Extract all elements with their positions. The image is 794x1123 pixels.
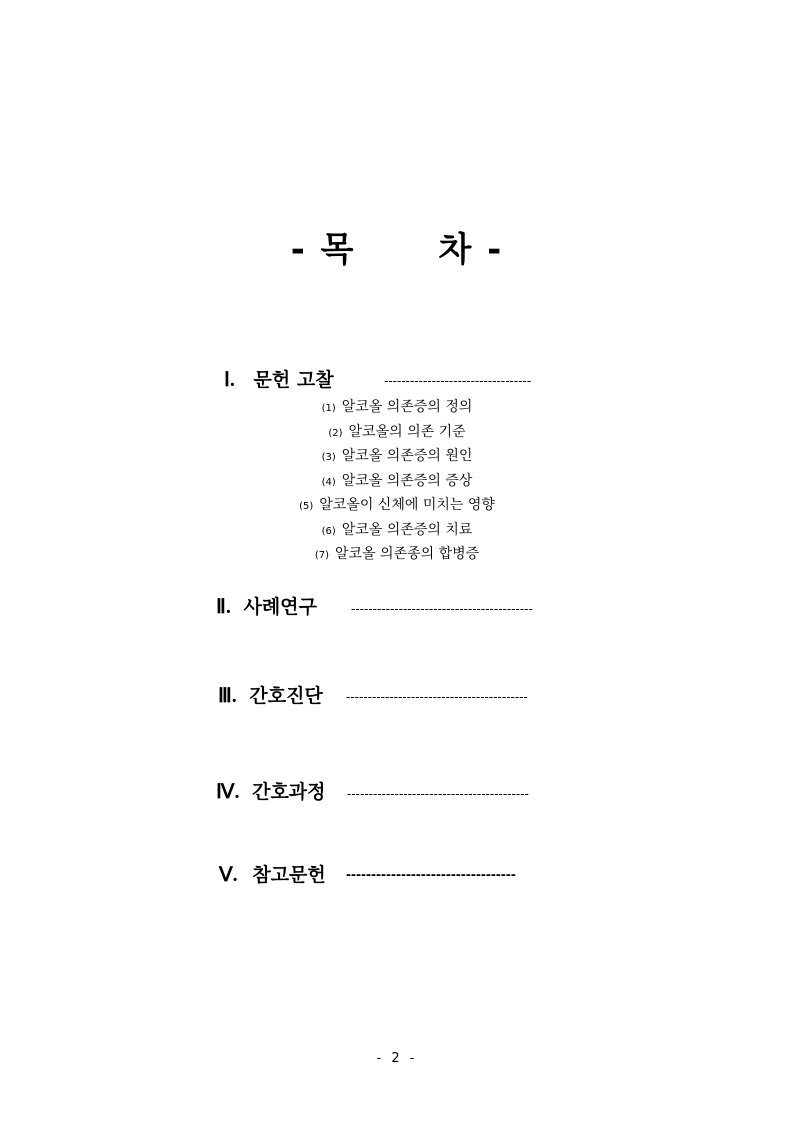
subitem-2-text: 알코올의 의존 기준 (348, 423, 466, 440)
section-2-label: 사례연구 (243, 596, 317, 618)
subitem-2 (0, 421, 794, 446)
section-2-numeral: Ⅱ. (216, 596, 231, 618)
section-1-leader: ---------------------------------- (384, 373, 532, 388)
subitem-3-index: (3) (321, 452, 336, 463)
subitem-7-index: (7) (314, 550, 330, 561)
subitem-1-index: (1) (321, 403, 336, 414)
subitem-4-text: 알코올 의존증의 증상 (341, 472, 473, 489)
section-4-numeral: Ⅳ. (216, 781, 240, 803)
subitem-4-index: (4) (321, 476, 336, 488)
subitem-5-text: 알코올이 신체에 미치는 영향 (319, 497, 495, 513)
subitem-6-index: (6) (321, 525, 336, 537)
toc-section-2 (216, 594, 317, 620)
toc-section-3 (218, 683, 323, 709)
section-2-leader: ------------------------------------------ (351, 601, 533, 616)
page-number: - 2 - (376, 1051, 418, 1066)
subitem-2-index: (2) (328, 427, 343, 439)
subitem-1-text: 알코올 의존증의 정의 (341, 399, 473, 415)
subitem-4 (0, 470, 794, 495)
subitem-5 (0, 494, 794, 519)
section-5-leader: ---------------------------------- (346, 867, 516, 883)
subitem-3 (0, 445, 794, 470)
section-4-leader: ------------------------------------------ (347, 786, 529, 801)
section-3-numeral: Ⅲ. (218, 685, 237, 707)
subitem-3-text: 알코올 의존증의 원인 (341, 448, 473, 464)
subitem-5-index: (5) (299, 501, 314, 512)
section-1-label: 문헌 고찰 (253, 369, 334, 391)
section-3-leader: ------------------------------------------ (346, 689, 528, 704)
page-title: - 목 차 - (290, 230, 504, 270)
toc-section-4 (216, 779, 326, 805)
section-5-label: 참고문헌 (252, 864, 326, 886)
toc-section-1 (224, 367, 334, 393)
subitem-6-text: 알코올 의존증의 치료 (341, 521, 473, 538)
subitem-7 (0, 543, 794, 568)
section-1-numeral: Ⅰ. (224, 369, 235, 391)
section-5-numeral: Ⅴ. (219, 864, 238, 886)
subitem-7-text: 알코올 의존종의 합병증 (335, 546, 480, 562)
section-1-subitems (0, 396, 794, 568)
section-3-label: 간호진단 (249, 685, 323, 707)
toc-section-5 (219, 862, 326, 888)
subitem-1 (0, 396, 794, 421)
section-4-label: 간호과정 (252, 781, 326, 803)
subitem-6 (0, 519, 794, 544)
